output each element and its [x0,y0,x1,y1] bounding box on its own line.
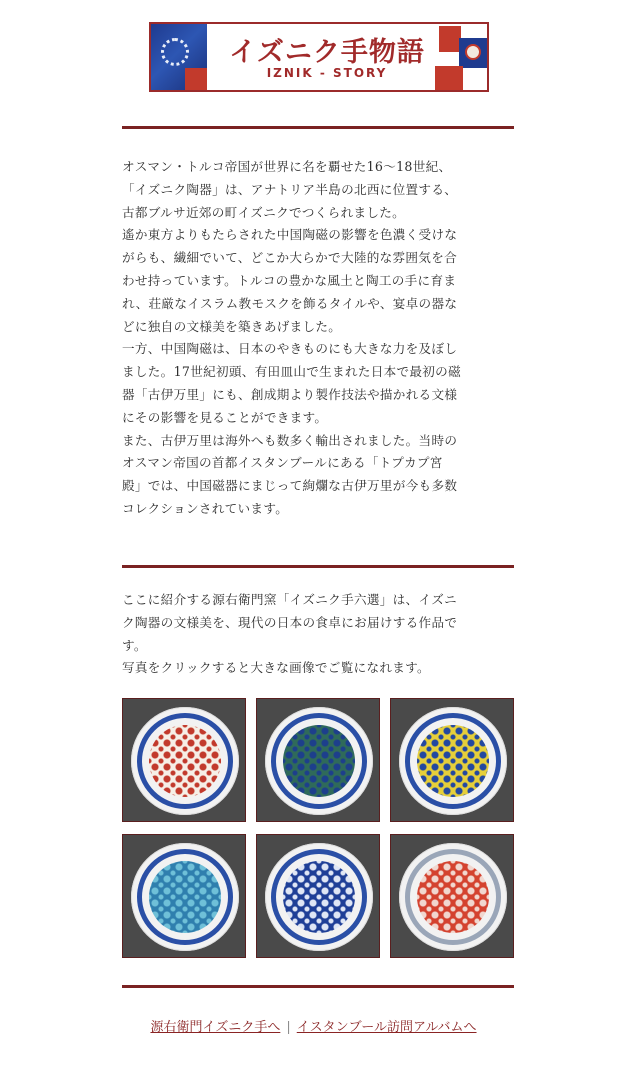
intro-line: がらも、繊細でいて、どこか大らかで大陸的な雰囲気を合 [122,250,457,266]
plate-icon [131,843,239,951]
intro-line: わせ持っています。トルコの豊かな風土と陶工の手に育ま [122,272,457,288]
intro-line: オスマン帝国の首都イスタンブールにある「トプカプ宮 [122,455,443,471]
intro-line: コレクションされています。 [122,500,289,516]
plate-icon [265,707,373,815]
collection-line: 写真をクリックすると大きな画像でご覧になれます。 [122,660,430,676]
flower-icon [161,38,189,66]
intro-line: オスマン・トルコ帝国が世界に名を覇せた16〜18世紀、 [122,159,452,174]
banner-title-jp: イズニク手物語 [229,37,425,68]
plate-icon [265,843,373,951]
intro-line: 遙か東方よりもたらされた中国陶磁の影響を色濃く受けな [122,227,458,243]
collection-line: す。 [122,637,147,653]
plate-photo-2[interactable] [256,698,380,822]
intro-line: 古都ブルサ近郊の町イズニクでつくられました。 [122,204,406,220]
collection-line: ここに紹介する源右衛門窯「イズニク手六選」は、イズニ [122,592,457,607]
plate-icon [399,707,507,815]
plate-photo-4[interactable] [122,834,246,958]
plate-icon [399,843,507,951]
plate-icon [131,707,239,815]
intro-line: 一方、中国陶磁は、日本のやきものにも大きな力を及ぼし [122,341,458,357]
intro-line: にその影響を見ることができます。 [122,409,328,425]
intro-line: 殿」では、中国磁器にまじって絢爛な古伊万里が今も多数 [122,478,458,494]
plate-photo-5[interactable] [256,834,380,958]
divider-top [122,126,514,129]
collection-line: ク陶器の文様美を、現代の日本の食卓にお届けする作品で [122,614,458,630]
link-istanbul-album[interactable]: イスタンブール訪問アルバムへ [296,1020,477,1035]
divider-bottom [122,985,514,988]
intro-line: ました。17世紀初頭、有田皿山で生まれた日本で最初の磁 [122,364,461,380]
footer-links [0,1016,627,1035]
rosette-icon [459,38,487,68]
intro-line: どに独自の文様美を築きあげました。 [122,318,342,334]
intro-line: れ、荘厳なイスラム教モスクを飾るタイルや、宴卓の器な [122,295,458,311]
link-separator: | [286,1020,291,1035]
link-genemon-iznik[interactable]: 源右衛門イズニク手へ [150,1020,281,1035]
plate-photo-3[interactable] [390,698,514,822]
divider-middle [122,565,514,568]
intro-line: 「イズニク陶器」は、アナトリア半島の北西に位置する、 [122,181,458,197]
plate-photo-6[interactable] [390,834,514,958]
iznik-story-banner [149,22,489,92]
intro-text [122,156,520,521]
collection-text [122,589,520,680]
intro-line: また、古伊万里は海外へも数多く輸出されました。当時の [122,432,458,448]
tile-decoration-right [435,24,487,90]
plate-photo-1[interactable] [122,698,246,822]
intro-line: 器「古伊万里」にも、創成期より製作技法や描かれる文様 [122,386,458,402]
banner-title-en: IZNIK - STORY [266,66,388,80]
tile-decoration-left [151,24,207,90]
